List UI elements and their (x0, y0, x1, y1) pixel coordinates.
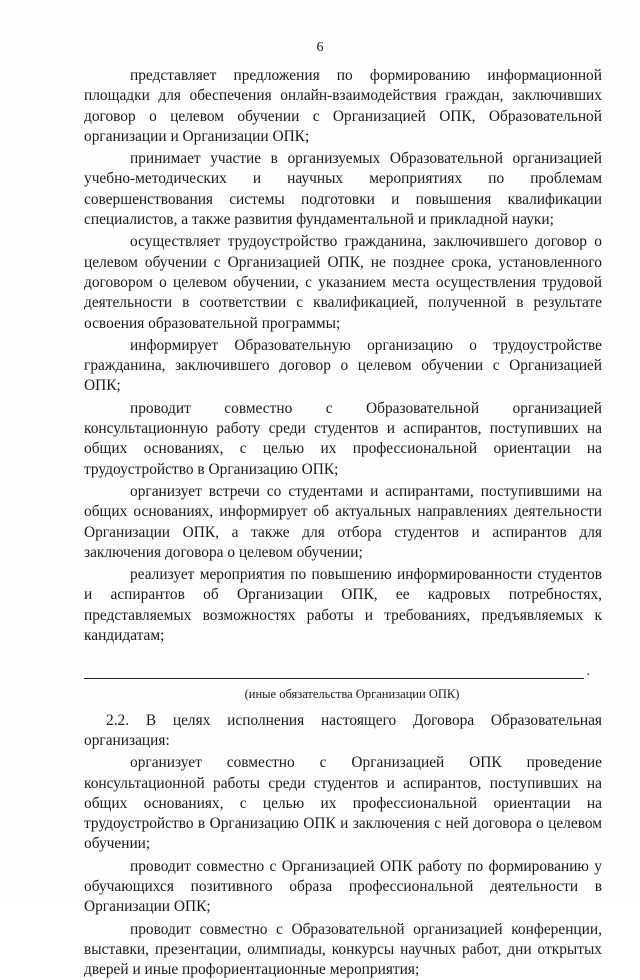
paragraph-meetings: организует встречи со студентами и аспирантами, поступившими на общих основаниях, информирует об актуальных направлениях деятельности Организации ОПК, а также для отбора студентов и аспирантов для заключения договора о целевом обучении; (84, 482, 602, 561)
section-2-2-heading: 2.2. В целях исполнения настоящего Договора Образовательная организация: (84, 711, 602, 749)
paragraph-proposals: представляет предложения по формированию информационной площадки для обеспечения онлайн-взаимодействия граждан, заключивших договор о целевом обучении с Организацией ОПК, Образовательной организации и Организации ОПК; (84, 67, 602, 145)
document-body (84, 66, 602, 980)
paragraph-awareness: реализует мероприятия по повышению информированности студентов и аспирантов об Организации ОПК, ее кадровых потребностях, представляемых возможностях работы и требованиях, предъявляемых к кандидатам; (84, 566, 602, 645)
paragraph-consulting: проводит совместно с Образовательной организацией консультационную работу среди студентов и аспирантов, поступивших на общих основаниях, с целью их профессиональной ориентации на трудоустройство в Организацию ОПК; (84, 399, 602, 478)
paragraph-positive-image: проводит совместно с Организацией ОПК работу по формированию у обучающихся позитивного образа профессиональной деятельности в Организации ОПК; (84, 857, 602, 916)
paragraph-events: проводит совместно с Образовательной организацией конференции, выставки, презентации, олимпиады, конкурсы научных работ, дни открытых дверей и иные профориентационные мероприятия; (84, 920, 602, 979)
paragraph-organizes: организует совместно с Организацией ОПК проведение консультационной работы среди студентов и аспирантов, поступивших на общих основаниях, с целью их профессиональной ориентации на трудоустройство в Организацию ОПК и заключения с ней договора о целевом обучении; (84, 754, 602, 853)
blank-line-caption: (иные обязательства Организации ОПК) (244, 687, 460, 702)
blank-line-trailing-mark: . (586, 664, 590, 680)
page-number: 6 (316, 40, 324, 55)
paragraph-informs: информирует Образовательную организацию о трудоустройстве гражданина, заключившего договор о целевом обучении с Организацией ОПК; (84, 336, 602, 395)
fill-in-blank-line (84, 658, 590, 680)
paragraph-employment: осуществляет трудоустройство гражданина, заключившего договор о целевом обучении с Организацией ОПК, не позднее срока, установленного договором о целевом обучении, с указанием места осуществления трудовой деятельности в соответствии с квалификацией, полученной в результате освоения образовательной программы; (84, 233, 602, 332)
paragraph-participation: принимает участие в организуемых Образовательной организацией учебно-методических и научных мероприятиях по проблемам совершенствования системы подготовки и повышения квалификации специалистов, а также развития фундаментальной и прикладной науки; (84, 150, 602, 229)
